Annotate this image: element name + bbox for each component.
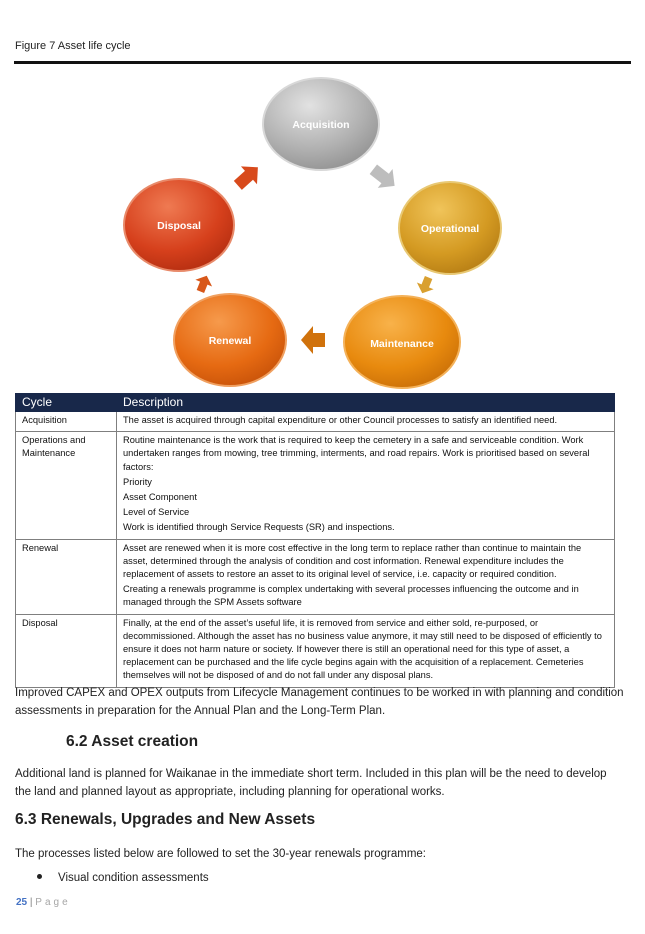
asset-life-cycle-diagram	[110, 72, 530, 394]
description-text: Creating a renewals programme is complex undertaking with several processes influencing the outcome and in managed through the SPM Assets software	[123, 584, 579, 608]
arrow-disposal-to-acquisition-icon	[230, 158, 266, 194]
page-footer	[16, 897, 71, 908]
heading-renewals-upgrades: 6.3 Renewals, Upgrades and New Assets	[15, 811, 316, 828]
arrow-renewal-to-disposal-icon	[192, 272, 215, 295]
node-operational-label: Operational	[420, 223, 480, 235]
header-cycle: Cycle	[16, 394, 117, 412]
node-acquisition	[263, 78, 379, 170]
cycle-description-table	[15, 393, 615, 688]
cycle-cell: Acquisition	[16, 412, 117, 432]
table-row	[16, 432, 615, 539]
description-text: Work is identified through Service Requests (SR) and inspections.	[123, 522, 395, 533]
list-item-text: Visual condition assessments	[58, 872, 209, 884]
description-text: The asset is acquired through capital expenditure or other Council processes to satisfy an identified need.	[123, 415, 558, 425]
figure-caption: Figure 7 Asset life cycle	[15, 40, 131, 52]
page-number: 25	[16, 897, 28, 908]
description-cell	[117, 432, 615, 539]
table-row	[16, 539, 615, 614]
paragraph-renewals-process: The processes listed below are followed to set the 30-year renewals programme:	[15, 848, 427, 860]
node-disposal-label: Disposal	[157, 220, 201, 232]
description-text: Asset are renewed when it is more cost effective in the long term to replace rather than continue to maintain the asset, determined through the analysis of condition and cost information. Renewal expenditure includes the replacement of assets to restore an asset to its original level of service, i.e. capacity or required condition.	[123, 542, 582, 580]
paragraph-asset-creation: Additional land is planned for Waikanae in the immediate short term. Included in this plan will be the need to develop the land and planned layout as appropriate, including planning for operational works.	[15, 768, 607, 798]
page-separator: |	[29, 897, 33, 908]
cycle-cell: Operations and Maintenance	[16, 432, 117, 539]
description-text: Finally, at the end of the asset’s useful life, it is removed from service and either sold, re-purposed, or decommissioned. Although the asset has no business value anymore, it may still need to be disposed of efficiently to ensure it does not harm nature or society. If however there is still an operational need for this type of asset, a replacement can be purchased and the life cycle begins again with the acquisition of a replacement. Cemeteries themselves will not be disposed of and do not fall under any disposal plans.	[123, 617, 602, 681]
header-rule	[14, 61, 631, 64]
description-text: Asset Component	[123, 492, 197, 503]
node-renewal-label: Renewal	[208, 335, 252, 347]
list-item	[37, 872, 209, 884]
description-cell	[117, 614, 615, 687]
header-description: Description	[117, 394, 615, 412]
description-text: Level of Service	[123, 507, 190, 518]
arrow-operational-to-maintenance-icon	[414, 274, 437, 297]
arrow-maintenance-to-renewal-icon	[301, 326, 325, 354]
table-row	[16, 614, 615, 687]
heading-asset-creation: 6.2 Asset creation	[66, 733, 199, 750]
table-header-row	[16, 394, 615, 412]
node-renewal	[174, 294, 286, 386]
bullet-icon	[37, 874, 42, 879]
arrow-acquisition-to-operational-icon	[366, 160, 402, 196]
node-acquisition-label: Acquisition	[292, 119, 350, 131]
node-maintenance	[344, 296, 460, 388]
cycle-cell: Disposal	[16, 614, 117, 687]
node-maintenance-label: Maintenance	[370, 338, 434, 350]
node-operational	[399, 182, 501, 274]
table-row	[16, 412, 615, 432]
description-text: Priority	[123, 476, 152, 487]
description-text: Routine maintenance is the work that is required to keep the cemetery in a safe and serviceable condition. Work undertaken ranges from mowing, tree trimming, interments, and road repairs. Work is prioritised based on several factors:	[123, 435, 590, 472]
description-cell	[117, 412, 615, 432]
paragraph-lifecycle-outputs: Improved CAPEX and OPEX outputs from Lifecycle Management continues to be worked in with planning and condition assessments in preparation for the Annual Plan and the Long-Term Plan.	[15, 687, 624, 717]
page-word: Page	[35, 897, 71, 908]
node-disposal	[124, 179, 234, 271]
cycle-cell: Renewal	[16, 539, 117, 614]
description-cell	[117, 539, 615, 614]
